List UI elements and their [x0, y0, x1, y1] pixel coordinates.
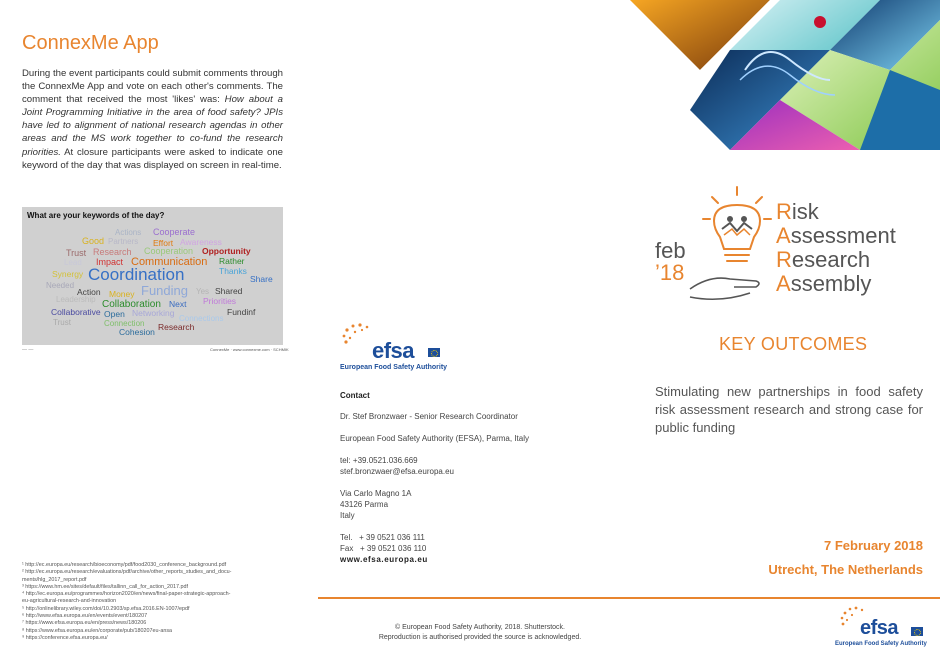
cloud-word: Opportunity: [202, 246, 251, 256]
eu-flag-icon: [911, 627, 923, 636]
footnote: ⁷ https://www.efsa.europa.eu/en/press/news/180206: [22, 620, 147, 627]
cloud-word: Synergy: [52, 269, 84, 279]
cloud-word: Lead: [64, 258, 82, 267]
initial-letter: A: [776, 223, 791, 248]
contact-heading: Contact: [340, 391, 370, 400]
footnote: ⁹ https://conference.efsa.europa.eu/: [22, 634, 108, 641]
event-name-line-1: [776, 200, 896, 224]
cloud-word: Partners: [108, 237, 139, 246]
event-name-word: esearch: [791, 247, 871, 272]
copyright-line-1: © European Food Safety Authority, 2018. Shutterstock.: [394, 624, 566, 631]
cloud-word: Funding: [141, 283, 188, 298]
event-location: Utrecht, The Netherlands: [768, 562, 923, 577]
efsa-logo-wordmark: efsa: [372, 338, 415, 363]
footnote: ments/hlg_2017_report.pdf: [22, 576, 87, 583]
cloud-word: Good: [82, 236, 105, 246]
efsa-logo-subtitle: European Food Safety Authority: [340, 364, 448, 371]
efsa-logo-subtitle: European Food Safety Authority: [835, 641, 927, 647]
cloud-word: Needed: [46, 281, 75, 290]
event-name-line-2: [776, 224, 896, 248]
cloud-word: Shared: [215, 286, 243, 296]
cloud-word: Awareness: [180, 237, 222, 247]
description-part-1: During the event participants could submit comments through the ConnexMe App and vote on each other's comments. The comment that received the most 'likes' was:: [22, 68, 283, 106]
event-name-line-3: [776, 248, 896, 272]
footnotes: [22, 562, 292, 642]
copyright-notice: [340, 623, 620, 642]
cloud-word: Cooperate: [153, 227, 196, 237]
cover-photo-collage: [630, 0, 940, 150]
event-date: 7 February 2018: [823, 538, 923, 553]
key-outcomes-heading: KEY OUTCOMES: [719, 334, 868, 354]
contact-name: Dr. Stef Bronzwaer - Senior Research Coordinator: [340, 412, 518, 421]
footnote: ⁸ https://www.efsa.europa.eu/en/corporate/pub/180207eu-ansa: [22, 627, 173, 634]
cloud-word: Open: [104, 309, 125, 319]
website-link[interactable]: www.efsa.europa.eu: [340, 555, 428, 564]
event-name-word: ssembly: [790, 271, 872, 296]
contact-block: [340, 390, 580, 565]
date-mark-month: feb: [655, 238, 686, 263]
contact-tel: tel: +39.0521.036.669: [340, 456, 418, 465]
copyright-line-2: Reproduction is authorised provided the source is acknowledged.: [378, 633, 582, 641]
cloud-word: Yes: [196, 287, 210, 296]
cloud-word: Fundinf: [227, 307, 256, 317]
footnote: ⁶ http://www.efsa.europa.eu/en/events/event/180207: [22, 613, 148, 620]
cloud-word: Action: [77, 287, 101, 297]
cloud-word: Priorities: [203, 296, 237, 306]
description-part-2: At closure participants were asked to indicate one keyword of the day that was displayed on screen in real-time.: [22, 146, 283, 171]
app-title: ConnexMe App: [22, 32, 159, 54]
cloud-word: Trust: [66, 248, 87, 258]
eu-flag-icon: [428, 348, 440, 357]
cloud-word: Connection: [104, 319, 145, 328]
event-name-word: ssessment: [790, 223, 896, 248]
most-liked-comment: How about a Joint Programming Initiative in the area of food safety? JPIs have led to alignment of national research agendas in other areas and the MS work together to co-fund the research priorities.: [22, 94, 283, 158]
cloud-word: Share: [250, 274, 273, 284]
cloud-word: Rather: [219, 256, 245, 266]
contact-email[interactable]: stef.bronzwaer@efsa.europa.eu: [340, 467, 454, 476]
cover-subtitle: Stimulating new partnerships in food safety risk assessment research and strong case for public funding: [655, 384, 923, 435]
cloud-word: Trust: [53, 318, 71, 327]
cloud-word: Connections: [179, 314, 224, 323]
footnote: ¹ http://ec.europa.eu/research/bioeconomy/pdf/food2030_conference_background.pdf: [22, 562, 227, 568]
initial-letter: R: [776, 247, 792, 272]
cloud-word: Cooperation: [144, 246, 194, 256]
footnote: eu-agricultural-research-and-innovation: [22, 598, 117, 605]
date-mark-year: ’18: [655, 260, 685, 285]
cloud-word: Leadership: [56, 295, 96, 304]
cloud-word: Next: [169, 299, 187, 309]
cloud-word: Coordination: [88, 265, 185, 284]
cloud-word: Research: [158, 322, 195, 332]
cloud-word: Effort: [153, 238, 174, 248]
footnote: ⁴ http://ec.europa.eu/programmes/horizon2020/en/news/final-paper-strategic-approach-: [22, 591, 231, 598]
cloud-word: Actions: [115, 228, 142, 237]
cloud-word: Research: [93, 247, 132, 257]
cloud-word: Money: [109, 289, 135, 299]
initial-letter: R: [776, 199, 792, 224]
cloud-word: Networking: [132, 308, 175, 318]
connexme-description: [22, 67, 283, 172]
footnote: ³ https://www.hm.ee/sites/default/files/tallinn_call_for_action_2017.pdf: [22, 583, 189, 590]
orange-divider: [318, 597, 940, 599]
fax-number: Fax + 39 0521 036 110: [340, 544, 427, 553]
cloud-word: Impact: [96, 257, 124, 267]
cloud-word: Collaboration: [102, 299, 161, 310]
event-name-word: isk: [791, 199, 819, 224]
cloud-caption-right: ConnexMe · www.connexme.com · SCHMIK: [210, 347, 289, 352]
phone-number: Tel. + 39 0521 036 111: [340, 533, 425, 542]
cloud-title: What are your keywords of the day?: [27, 211, 165, 220]
event-date-mark: [655, 240, 686, 284]
efsa-logo-wordmark: efsa: [860, 617, 899, 639]
contact-organisation: European Food Safety Authority (EFSA), Parma, Italy: [340, 434, 529, 443]
cloud-word: Collaborative: [51, 307, 101, 317]
address-city: 43126 Parma: [340, 500, 389, 509]
event-name: [776, 200, 896, 296]
footnote: ⁵ http://onlinelibrary.wiley.com/doi/10.2903/sp.efsa.2016.EN-1007/epdf: [22, 605, 190, 612]
footnote: ² http://ec.europa.eu/research/evaluations/pdf/archive/other_reports_studies_and_docu-: [22, 569, 232, 576]
event-name-line-4: [776, 272, 896, 296]
keyword-cloud-image: [22, 207, 283, 345]
address-country: Italy: [340, 511, 355, 520]
cloud-word: Cohesion: [119, 327, 155, 337]
cloud-word: Communication: [131, 256, 208, 268]
cloud-word: Thanks: [219, 266, 247, 276]
cloud-caption-left: — —: [22, 347, 34, 353]
address-street: Via Carlo Magno 1A: [340, 489, 412, 498]
initial-letter: A: [776, 271, 791, 296]
